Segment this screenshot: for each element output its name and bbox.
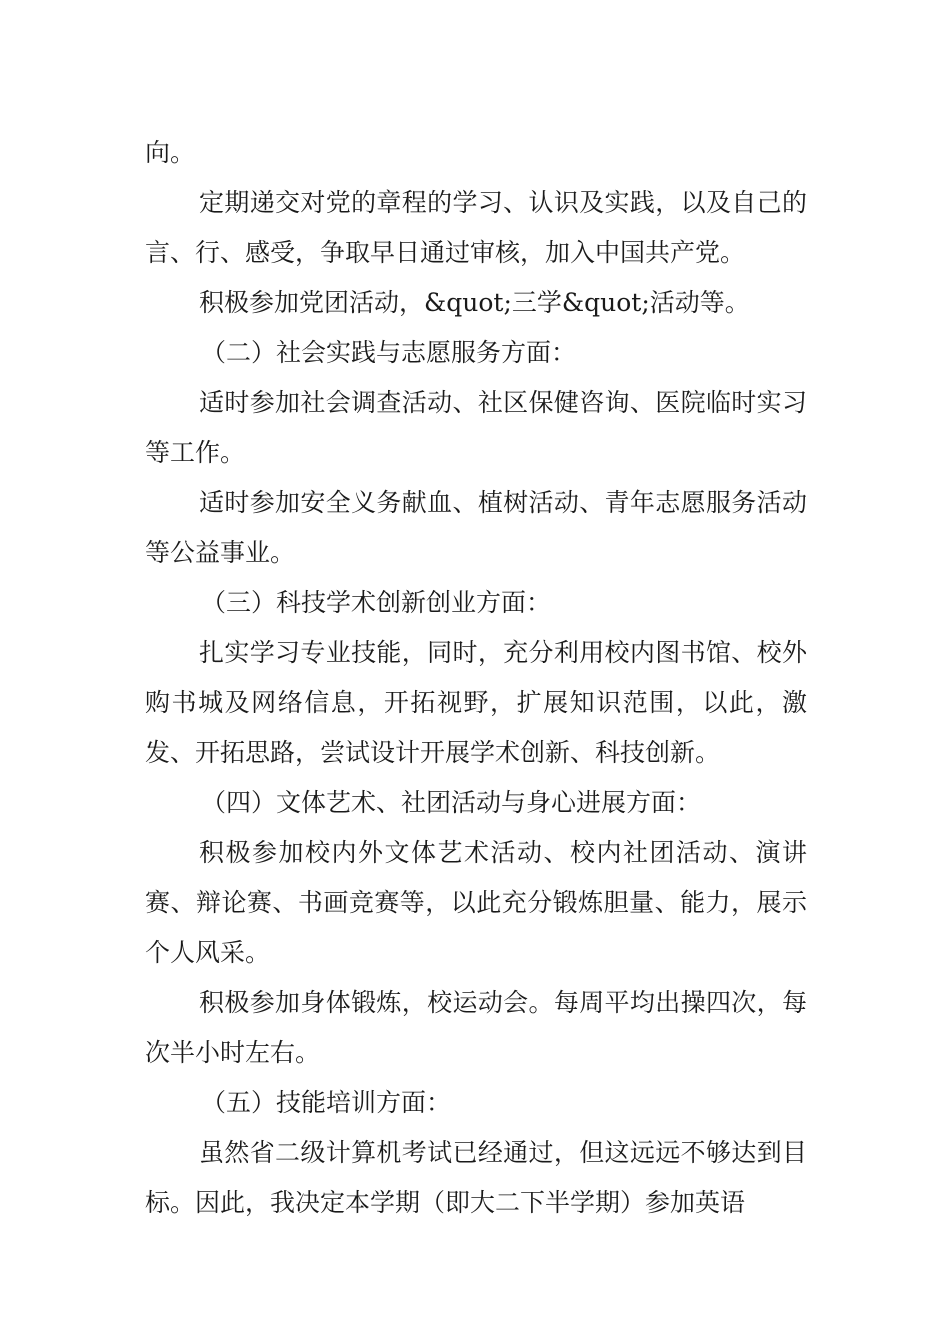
paragraph-volunteer-service: 适时参加安全义务献血、植树活动、青年志愿服务活动等公益事业。 bbox=[145, 488, 807, 567]
paragraph-professional-skills: 扎实学习专业技能，同时，充分利用校内图书馆、校外购书城及网络信息，开拓视野，扩展知识范围，以此，激发、开拓思路，尝试设计开展学术创新、科技创新。 bbox=[145, 638, 807, 767]
document-body bbox=[145, 128, 807, 1228]
paragraph-arts-activities: 积极参加校内外文体艺术活动、校内社团活动、演讲赛、辩论赛、书画竞赛等，以此充分锻炼胆量、能力，展示个人风采。 bbox=[145, 838, 807, 967]
section-heading-arts-clubs: （四）文体艺术、社团活动与身心进展方面： bbox=[201, 788, 702, 817]
paragraph-continuation: 向。 bbox=[145, 138, 196, 167]
section-heading-academic-innovation: （三）科技学术创新创业方面： bbox=[201, 588, 552, 617]
section-heading-skills-training: （五）技能培训方面： bbox=[201, 1088, 452, 1117]
section-heading-social-practice: （二）社会实践与志愿服务方面： bbox=[201, 338, 577, 367]
paragraph-party-charter-study: 定期递交对党的章程的学习、认识及实践，以及自己的言、行、感受，争取早日通过审核，加入中国共产党。 bbox=[145, 188, 807, 267]
paragraph-physical-exercise: 积极参加身体锻炼，校运动会。每周平均出操四次，每次半小时左右。 bbox=[145, 988, 807, 1067]
paragraph-party-activities: 积极参加党团活动，&quot;三学&quot;活动等。 bbox=[199, 288, 750, 317]
paragraph-computer-exam: 虽然省二级计算机考试已经通过，但这远远不够达到目标。因此，我决定本学期（即大二下半学期）参加英语 bbox=[145, 1138, 807, 1217]
paragraph-social-survey: 适时参加社会调查活动、社区保健咨询、医院临时实习等工作。 bbox=[145, 388, 807, 467]
